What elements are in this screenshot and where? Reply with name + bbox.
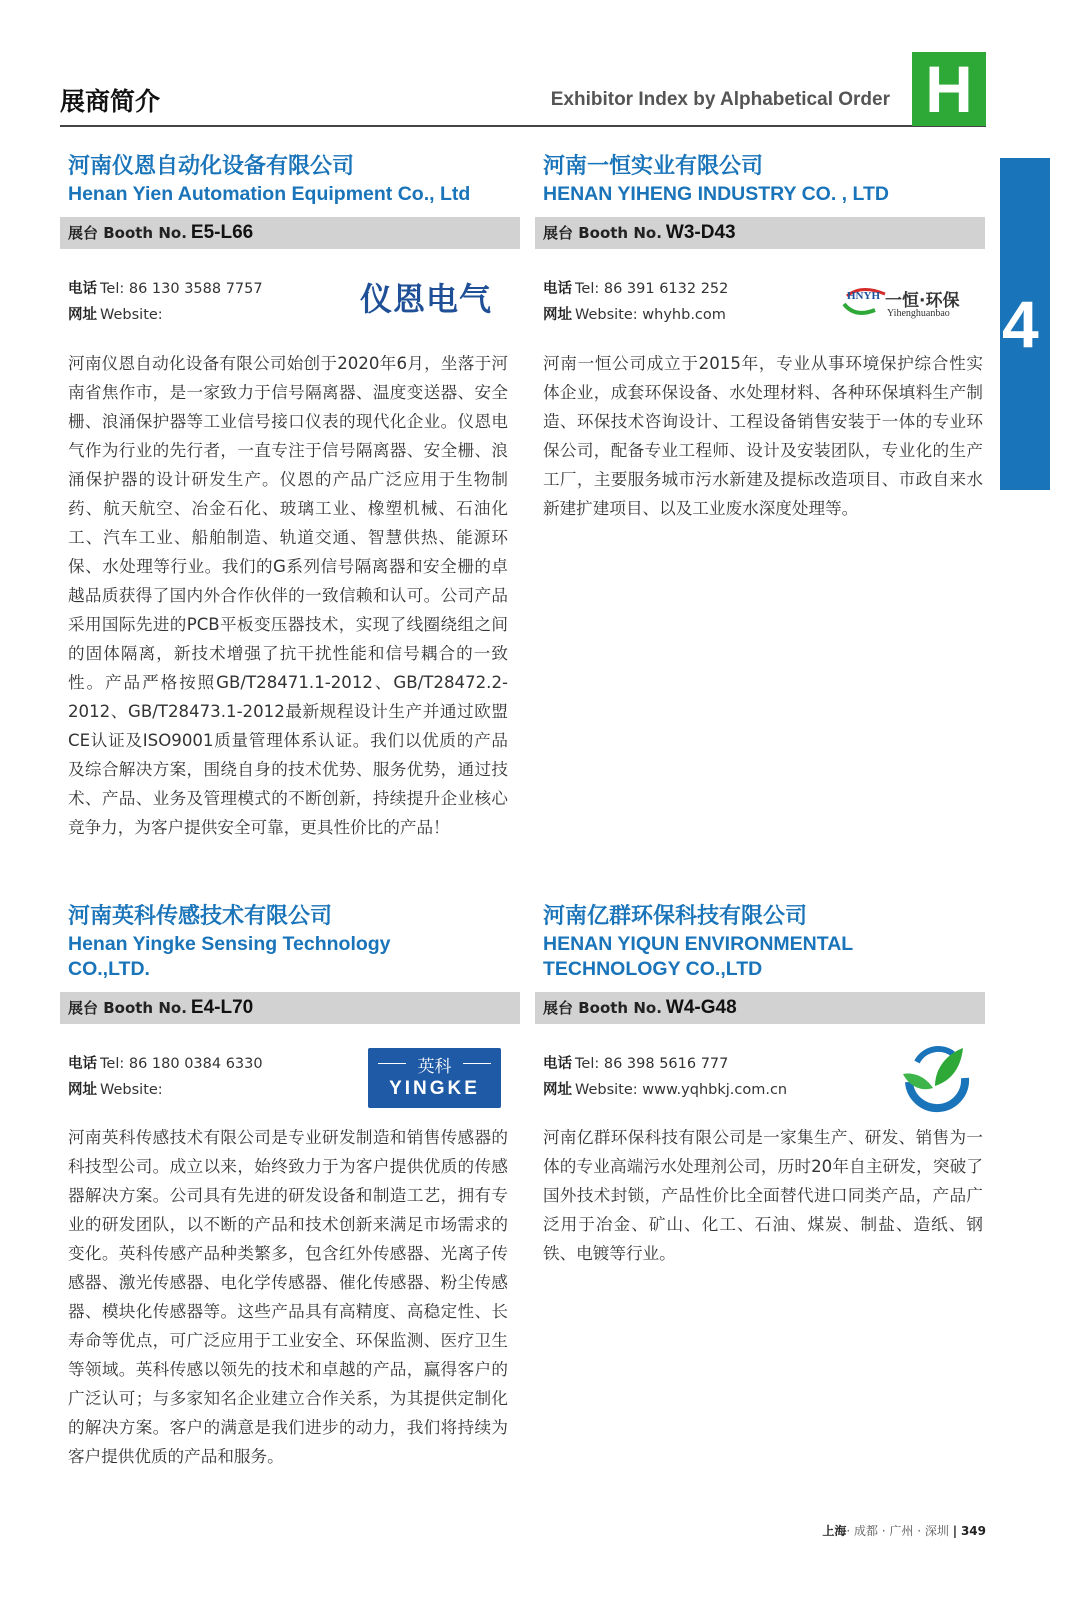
exhibitor-card-yingke [68,902,518,1466]
yiheng-logo-text: 一恒·环保 [885,291,960,311]
booth-number: W3-D43 [665,222,736,243]
yiheng-logo [841,282,973,324]
website-label-en: Website: [100,307,163,323]
section-letter-badge: H [912,52,986,126]
contact-block [68,1051,263,1103]
page-footer [822,1522,986,1539]
booth-number: W4-G48 [665,997,737,1018]
exhibitor-name-zh: 河南仪恩自动化设备有限公司 [68,154,355,179]
header-divider [60,125,986,127]
exhibitor-description: 河南仪恩自动化设备有限公司始创于2020年6月，坐落于河南省焦作市，是一家致力于信号隔离器、温度变送器、安全栅、浪涌保护器等工业信号接口仪表的现代化企业。仪恩电气作为行业的先行者，一直专注于信号隔离器、安全栅、浪涌保护器的设计研发生产。仪恩的产品广泛应用于生物制药、航天航空、冶金石化、玻璃工业、橡塑机械、石油化工、汽车工业、船舶制造、轨道交通、智慧供热、能源环保、水处理等行业。我们的G系列信号隔离器和安全栅的卓越品质获得了国内外合作伙伴的一致信赖和认可。公司产品采用国际先进的PCB平板变压器技术，实现了线圈绕组之间的固体隔离，新技术增强了抗干扰性能和信号耦合的一致性。产品严格按照GB/T28471.1-2012、GB/T28472.2-2012、GB/T28473.1-2012最新规程设计生产并通过欧盟CE认证及ISO9001质量管理体系认证。我们以优质的产品及综合解决方案，围绕自身的技术优势、服务优势，通过技术、产品、业务及管理模式的不断创新，持续提升企业核心竞争力，为客户提供安全可靠，更具性价比的产品！ [68,354,508,837]
page-number: 349 [960,1524,986,1538]
footer-city-main: 上海 [822,1524,847,1538]
yien-logo-text: 仪恩电气 [360,280,493,318]
tel-value: 86 398 5616 777 [603,1056,729,1072]
page-title: 展商简介 [60,87,161,116]
booth-label: 展台 Booth No. [543,999,662,1017]
booth-number: E4-L70 [190,997,254,1018]
tel-label-en: Tel: [575,281,600,297]
tel-value: 86 391 6132 252 [603,281,729,297]
booth-label: 展台 Booth No. [68,999,187,1017]
booth-label: 展台 Booth No. [543,224,662,242]
exhibitor-card-yiqun [543,902,993,1263]
website-line [543,1077,787,1103]
yiqun-leaf-logo-icon [895,1038,975,1118]
yiheng-logo-sub: Yihenghuanbao [887,308,950,319]
exhibitor-description: 河南一恒公司成立于2015年，专业从事环境保护综合性实体企业，成套环保设备、水处理材料、各种环保填料生产制造、环保技术咨询设计、工程设备销售安装于一体的专业环保公司，配备专业工程师、设计及安装团队，专业化的生产工厂，主要服务城市污水新建及提标改造项目、市政自来水新建扩建项目、以及工业废水深度处理等。 [543,354,983,518]
website-label-zh: 网址 [543,307,572,323]
exhibitor-name-en: Henan Yien Automation Equipment Co., Ltd [68,183,471,205]
tel-label-zh: 电话 [68,281,97,297]
exhibitor-name-zh: 河南亿群环保科技有限公司 [543,904,808,929]
exhibitor-name-en-line-1: Henan Yingke Sensing Technology [68,933,391,955]
website-label-zh: 网址 [68,307,97,323]
yingke-logo-text-zh: 英科 [417,1057,452,1077]
contact-block [543,1051,787,1103]
exhibitor-name-en-line-1: HENAN YIQUN ENVIRONMENTAL [543,933,854,955]
footer-cities: · 成都 · 广州 · 深圳 [846,1524,949,1538]
tel-label-zh: 电话 [68,1056,97,1072]
exhibitor-name-en: HENAN YIHENG INDUSTRY CO. , LTD [543,183,889,205]
tel-label-zh: 电话 [543,1056,572,1072]
website-label-en: Website: [575,1082,638,1098]
yingke-logo [368,1048,501,1108]
website-value[interactable]: www.yqhbkj.com.cn [642,1082,788,1098]
tel-line [543,276,728,302]
tel-value: 86 180 0384 6330 [128,1056,263,1072]
website-label-zh: 网址 [543,1082,572,1098]
exhibitor-name-en-line-2: CO.,LTD. [68,958,150,980]
website-line [543,302,728,328]
tel-line [68,276,263,302]
booth-label: 展台 Booth No. [68,224,187,242]
website-label-zh: 网址 [68,1082,97,1098]
exhibitor-name-en-line-2: TECHNOLOGY CO.,LTD [543,958,763,980]
yiheng-logo-badge: HNYH [847,290,880,302]
website-label-en: Website: [100,1082,163,1098]
tel-label-zh: 电话 [543,281,572,297]
page-subtitle: Exhibitor Index by Alphabetical Order [550,89,890,110]
tel-value: 86 130 3588 7757 [128,281,263,297]
tel-label-en: Tel: [100,1056,125,1072]
yingke-logo-text-en: YINGKE [389,1078,480,1099]
website-label-en: Website: [575,307,638,323]
chapter-number: 4 [1002,287,1039,361]
website-value[interactable]: whyhb.com [642,307,726,323]
yien-logo [360,270,505,328]
exhibitor-description: 河南英科传感技术有限公司是专业研发制造和销售传感器的科技型公司。成立以来，始终致力于为客户提供优质的传感器解决方案。公司具有先进的研发设备和制造工艺，拥有专业的研发团队，以不断的产品和技术创新来满足市场需求的变化。英科传感产品种类繁多，包含红外传感器、光离子传感器、激光传感器、电化学传感器、催化传感器、粉尘传感器、模块化传感器等。这些产品具有高精度、高稳定性、长寿命等优点，可广泛应用于工业安全、环保监测、医疗卫生等领域。英科传感以领先的技术和卓越的产品，赢得客户的广泛认可；与多家知名企业建立合作关系，为其提供定制化的解决方案。客户的满意是我们进步的动力，我们将持续为客户提供优质的产品和服务。 [68,1128,508,1466]
tel-line [68,1051,263,1077]
exhibitor-name-zh: 河南英科传感技术有限公司 [68,904,333,929]
website-line [68,1077,263,1103]
tel-label-en: Tel: [100,281,125,297]
contact-block [543,276,728,328]
booth-bar [60,992,520,1024]
exhibitor-card-yien [68,152,518,837]
website-line [68,302,263,328]
footer-separator: | [952,1524,958,1538]
exhibitor-description: 河南亿群环保科技有限公司是一家集生产、研发、销售为一体的专业高端污水处理剂公司，历时20年自主研发，突破了国外技术封锁，产品性价比全面替代进口同类产品，产品广泛用于冶金、矿山、化工、石油、煤炭、制盐、造纸、钢铁、电镀等行业。 [543,1128,983,1263]
exhibitor-card-yiheng [543,152,993,518]
booth-bar [535,992,985,1024]
tel-line [543,1051,787,1077]
chapter-tab [1000,158,1050,490]
booth-bar [535,217,985,249]
booth-number: E5-L66 [190,222,254,243]
tel-label-en: Tel: [575,1056,600,1072]
exhibitor-name-zh: 河南一恒实业有限公司 [543,154,764,179]
booth-bar [60,217,520,249]
contact-block [68,276,263,328]
